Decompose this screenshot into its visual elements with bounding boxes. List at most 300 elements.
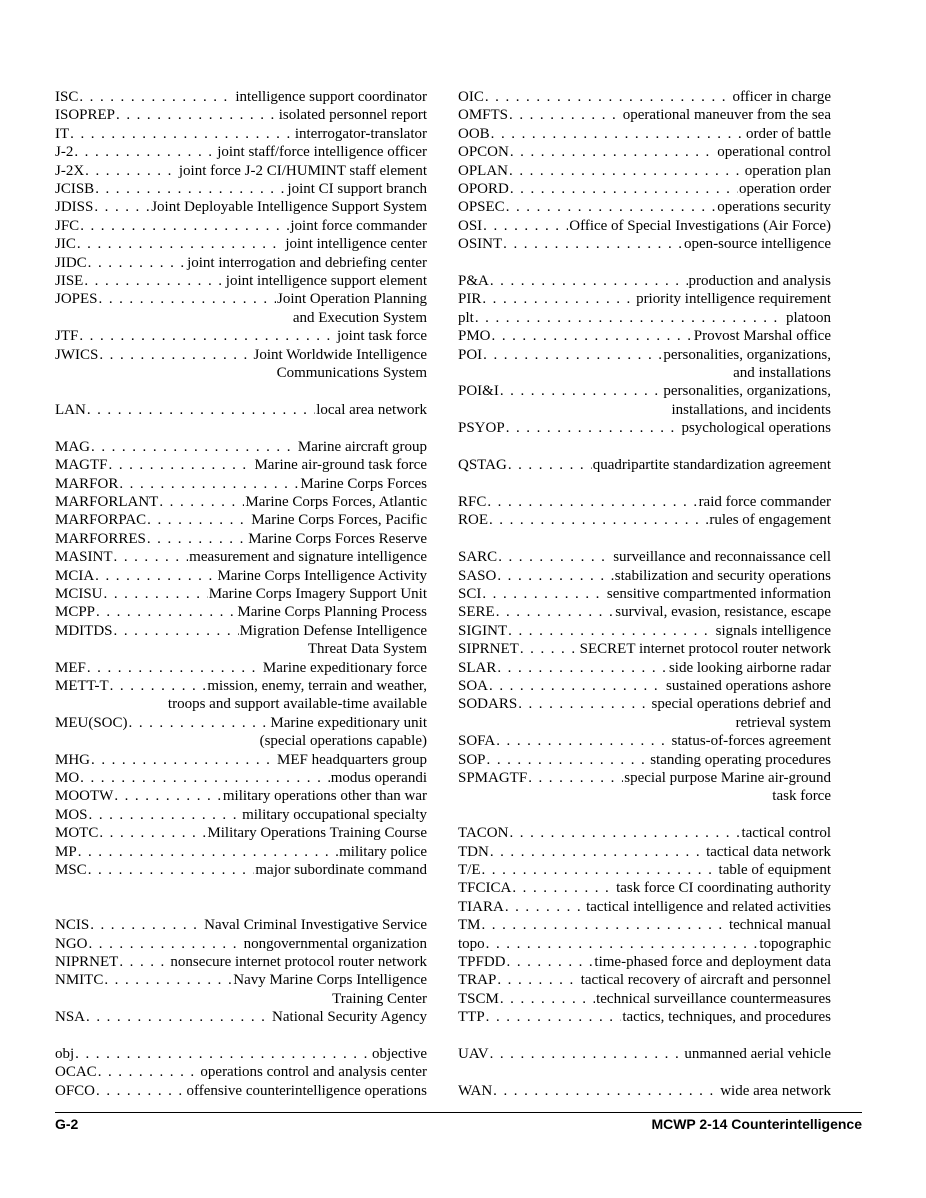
dot-leader bbox=[500, 990, 595, 1008]
dot-leader bbox=[114, 787, 222, 805]
entry-spacer bbox=[458, 475, 831, 493]
glossary-definition: measurement and signature intelligence bbox=[189, 549, 427, 566]
dot-leader bbox=[147, 511, 250, 529]
glossary-definition: joint CI support branch bbox=[287, 181, 427, 198]
glossary-definition: operational maneuver from the sea bbox=[622, 107, 831, 124]
glossary-entry bbox=[458, 677, 831, 695]
glossary-term: JTF bbox=[55, 328, 79, 345]
glossary-definition: Marine Corps Forces, Pacific bbox=[251, 512, 427, 529]
glossary-term: PMO bbox=[458, 328, 491, 345]
glossary-column-left bbox=[55, 88, 427, 1100]
dot-leader bbox=[482, 916, 728, 934]
dot-leader bbox=[84, 272, 224, 290]
glossary-definition-continued: Training Center bbox=[332, 990, 427, 1007]
glossary-definition: survival, evasion, resistance, escape bbox=[615, 604, 831, 621]
glossary-definition: tactical intelligence and related activities bbox=[586, 898, 831, 915]
glossary-entry bbox=[55, 254, 427, 272]
dot-leader bbox=[475, 309, 785, 327]
glossary-term: MARFORLANT bbox=[55, 493, 159, 510]
glossary-definition: priority intelligence requirement bbox=[636, 291, 831, 308]
dot-leader bbox=[87, 401, 315, 419]
glossary-entry bbox=[55, 603, 427, 621]
glossary-entry bbox=[55, 162, 427, 180]
footer-rule bbox=[55, 1112, 862, 1113]
glossary-entry bbox=[458, 585, 831, 603]
glossary-definition: table of equipment bbox=[718, 861, 831, 878]
glossary-entry bbox=[55, 659, 427, 677]
dot-leader bbox=[77, 235, 285, 253]
glossary-term: MEU(SOC) bbox=[55, 714, 128, 731]
dot-leader bbox=[104, 585, 208, 603]
glossary-entry bbox=[55, 953, 427, 971]
dot-leader bbox=[489, 677, 665, 695]
dot-leader bbox=[510, 180, 738, 198]
glossary-entry bbox=[458, 180, 831, 198]
glossary-entry bbox=[458, 290, 831, 308]
dot-leader bbox=[99, 290, 276, 308]
glossary-term: ISC bbox=[55, 89, 79, 105]
glossary-entry bbox=[55, 346, 427, 383]
dot-leader bbox=[503, 235, 683, 253]
glossary-term: TDN bbox=[458, 843, 489, 860]
glossary-term: MARFOR bbox=[55, 475, 119, 492]
glossary-definition: wide area network bbox=[720, 1082, 831, 1099]
entry-spacer bbox=[458, 254, 831, 272]
glossary-entry bbox=[55, 677, 427, 714]
glossary-term: JOPES bbox=[55, 291, 98, 308]
glossary-term: ROE bbox=[458, 512, 488, 529]
glossary-term: OFCO bbox=[55, 1082, 96, 1099]
glossary-term: NMITC bbox=[55, 972, 104, 989]
glossary-entry bbox=[55, 272, 427, 290]
glossary-definition: officer in charge bbox=[732, 89, 831, 105]
glossary-entry bbox=[458, 603, 831, 621]
glossary-definition: Joint Operation Planning bbox=[277, 291, 427, 308]
glossary-definition: personalities, organizations, bbox=[663, 383, 831, 400]
entry-spacer bbox=[55, 879, 427, 897]
dot-leader bbox=[94, 198, 150, 216]
glossary-definition: Marine Corps Planning Process bbox=[237, 604, 427, 621]
glossary-definition: local area network bbox=[316, 401, 427, 418]
glossary-entry bbox=[55, 475, 427, 493]
dot-leader bbox=[510, 143, 716, 161]
glossary-term: JDISS bbox=[55, 199, 94, 216]
glossary-definition: tactical data network bbox=[706, 843, 831, 860]
glossary-term: TPFDD bbox=[458, 954, 506, 971]
glossary-definition: Marine Corps Forces bbox=[300, 475, 427, 492]
glossary-entry bbox=[458, 953, 831, 971]
glossary-definition: personalities, organizations, bbox=[663, 346, 831, 363]
glossary-term: ISOPREP bbox=[55, 107, 116, 124]
dot-leader bbox=[482, 861, 718, 879]
glossary-definition: signals intelligence bbox=[715, 622, 831, 639]
dot-leader bbox=[80, 217, 289, 235]
glossary-entry bbox=[458, 346, 831, 383]
glossary-definition: rules of engagement bbox=[709, 512, 831, 529]
dot-leader bbox=[497, 567, 613, 585]
glossary-definition: technical surveillance countermeasures bbox=[596, 990, 831, 1007]
dot-leader bbox=[509, 824, 740, 842]
dot-leader bbox=[99, 824, 206, 842]
glossary-entry bbox=[458, 990, 831, 1008]
glossary-column-right bbox=[458, 88, 831, 1100]
glossary-definition: status-of-forces agreement bbox=[671, 733, 831, 750]
dot-leader bbox=[489, 511, 708, 529]
glossary-definition: tactical control bbox=[741, 825, 831, 842]
glossary-definition: task force CI coordinating authority bbox=[616, 880, 831, 897]
dot-leader bbox=[96, 603, 236, 621]
glossary-definition: Marine Corps Intelligence Activity bbox=[217, 567, 427, 584]
glossary-definition: tactical recovery of aircraft and personnel bbox=[580, 972, 831, 989]
glossary-entry bbox=[458, 751, 831, 769]
glossary-term: SIGINT bbox=[458, 622, 508, 639]
glossary-entry bbox=[458, 419, 831, 437]
glossary-term: MAGTF bbox=[55, 457, 108, 474]
dot-leader bbox=[119, 953, 169, 971]
glossary-entry bbox=[458, 916, 831, 934]
glossary-definition: Marine air-ground task force bbox=[254, 457, 427, 474]
glossary-definition: joint intelligence support element bbox=[225, 273, 427, 290]
dot-leader bbox=[89, 935, 243, 953]
glossary-term: OPORD bbox=[458, 181, 509, 198]
dot-leader bbox=[75, 1045, 371, 1063]
glossary-term: OSINT bbox=[458, 236, 503, 253]
glossary-term: NSA bbox=[55, 1009, 86, 1026]
glossary-term: MARFORRES bbox=[55, 530, 146, 547]
glossary-term: MDITDS bbox=[55, 622, 113, 639]
dot-leader bbox=[492, 327, 693, 345]
dot-leader bbox=[505, 898, 585, 916]
glossary-entry bbox=[55, 714, 427, 751]
dot-leader bbox=[79, 327, 336, 345]
glossary-term: SARC bbox=[458, 549, 498, 566]
glossary-term: MP bbox=[55, 843, 77, 860]
glossary-entry bbox=[55, 548, 427, 566]
glossary-entry bbox=[55, 198, 427, 216]
glossary-term: obj bbox=[55, 1046, 75, 1063]
dot-leader bbox=[491, 125, 745, 143]
glossary-term: MCIA bbox=[55, 567, 95, 584]
glossary-definition: technical manual bbox=[728, 917, 831, 934]
glossary-term: JCISB bbox=[55, 181, 95, 198]
glossary-term: MOOTW bbox=[55, 788, 114, 805]
glossary-definition-continued: task force bbox=[772, 788, 831, 805]
entry-spacer bbox=[55, 1027, 427, 1045]
glossary-entry bbox=[458, 971, 831, 989]
glossary-definition: Naval Criminal Investigative Service bbox=[204, 917, 427, 934]
glossary-term: JFC bbox=[55, 217, 80, 234]
glossary-definition: Marine expeditionary force bbox=[262, 659, 427, 676]
glossary-term: MO bbox=[55, 770, 80, 786]
glossary-term: MCISU bbox=[55, 585, 103, 602]
glossary-term: MCPP bbox=[55, 604, 96, 621]
glossary-entry bbox=[458, 640, 831, 658]
dot-leader bbox=[500, 382, 663, 400]
glossary-definition: quadripartite standardization agreement bbox=[592, 457, 831, 474]
glossary-entry bbox=[458, 824, 831, 842]
dot-leader bbox=[95, 180, 286, 198]
glossary-definition: Provost Marshal office bbox=[693, 328, 831, 345]
glossary-definition: Marine Corps Imagery Support Unit bbox=[208, 585, 427, 602]
glossary-definition: modus operandi bbox=[330, 770, 427, 786]
glossary-definition: joint interrogation and debriefing center bbox=[187, 254, 427, 271]
glossary-term: OPCON bbox=[458, 144, 509, 161]
glossary-definition: isolated personnel report bbox=[278, 107, 427, 124]
glossary-term: T/E bbox=[458, 861, 481, 878]
glossary-definition: time-phased force and deployment data bbox=[594, 954, 831, 971]
glossary-term: MARFORPAC bbox=[55, 512, 147, 529]
glossary-entry bbox=[458, 309, 831, 327]
glossary-term: SPMAGTF bbox=[458, 769, 528, 786]
dot-leader bbox=[159, 493, 244, 511]
dot-leader bbox=[506, 419, 681, 437]
glossary-entry bbox=[458, 143, 831, 161]
glossary-entry bbox=[55, 88, 427, 106]
glossary-entry bbox=[55, 935, 427, 953]
glossary-entry bbox=[55, 1008, 427, 1026]
glossary-entry bbox=[55, 438, 427, 456]
glossary-entry bbox=[55, 290, 427, 327]
glossary-entry bbox=[55, 456, 427, 474]
glossary-definition: Joint Deployable Intelligence Support System bbox=[151, 199, 427, 216]
glossary-definition-continued: and installations bbox=[733, 365, 831, 382]
glossary-term: NIPRNET bbox=[55, 954, 119, 971]
glossary-definition: joint force commander bbox=[290, 217, 427, 234]
glossary-entry bbox=[55, 106, 427, 124]
entry-spacer bbox=[458, 530, 831, 548]
dot-leader bbox=[110, 677, 207, 695]
glossary-definition: military operations other than war bbox=[222, 788, 427, 805]
glossary-term: OMFTS bbox=[458, 107, 509, 124]
glossary-entry bbox=[458, 548, 831, 566]
glossary-definition-continued: retrieval system bbox=[735, 714, 831, 731]
glossary-term: J-2X bbox=[55, 162, 85, 179]
glossary-entry bbox=[458, 622, 831, 640]
glossary-entry bbox=[458, 695, 831, 732]
dot-leader bbox=[509, 106, 622, 124]
glossary-entry bbox=[458, 493, 831, 511]
glossary-term: TACON bbox=[458, 825, 509, 842]
glossary-term: WAN bbox=[458, 1082, 493, 1099]
dot-leader bbox=[490, 272, 688, 290]
glossary-definition: special operations debrief and bbox=[651, 696, 831, 713]
glossary-definition: sustained operations ashore bbox=[666, 677, 831, 694]
glossary-entry bbox=[55, 511, 427, 529]
glossary-term: IT bbox=[55, 125, 70, 142]
glossary-entry bbox=[55, 125, 427, 143]
dot-leader bbox=[496, 732, 670, 750]
glossary-entry bbox=[458, 272, 831, 290]
dot-leader bbox=[91, 438, 297, 456]
glossary-definition-continued: installations, and incidents bbox=[671, 401, 831, 418]
glossary-term: TFCICA bbox=[458, 880, 512, 897]
glossary-entry bbox=[55, 916, 427, 934]
glossary-term: SOA bbox=[458, 677, 489, 694]
glossary-definition: topographic bbox=[759, 935, 831, 952]
glossary-definition: major subordinate command bbox=[255, 862, 427, 879]
glossary-term: PIR bbox=[458, 291, 482, 308]
dot-leader bbox=[493, 1082, 719, 1100]
glossary-entry bbox=[458, 327, 831, 345]
glossary-term: SASO bbox=[458, 567, 497, 584]
glossary-term: MOS bbox=[55, 806, 88, 823]
glossary-entry bbox=[55, 824, 427, 842]
dot-leader bbox=[96, 1082, 186, 1100]
glossary-definition-continued: troops and support available-time available bbox=[167, 696, 427, 713]
glossary-entry bbox=[55, 235, 427, 253]
glossary-entry bbox=[458, 567, 831, 585]
glossary-definition: nongovernmental organization bbox=[243, 935, 427, 952]
dot-leader bbox=[508, 622, 714, 640]
glossary-term: JIDC bbox=[55, 254, 87, 271]
glossary-definition-continued: Threat Data System bbox=[307, 641, 427, 658]
glossary-definition: mission, enemy, terrain and weather, bbox=[207, 677, 427, 694]
glossary-definition: operation order bbox=[738, 181, 831, 198]
glossary-definition: Marine aircraft group bbox=[297, 438, 427, 455]
glossary-term: PSYOP bbox=[458, 420, 505, 437]
publication-title: MCWP 2-14 Counterintelligence bbox=[651, 1116, 862, 1132]
entry-spacer bbox=[458, 806, 831, 824]
glossary-definition: Marine Corps Forces, Atlantic bbox=[245, 493, 427, 510]
glossary-definition: joint intelligence center bbox=[285, 236, 427, 253]
glossary-term: MAG bbox=[55, 438, 91, 455]
glossary-entry bbox=[458, 217, 831, 235]
glossary-definition: Joint Worldwide Intelligence bbox=[253, 346, 427, 363]
glossary-entry bbox=[458, 732, 831, 750]
glossary-entry bbox=[55, 585, 427, 603]
glossary-term: OOB bbox=[458, 125, 490, 142]
glossary-definition: stabilization and security operations bbox=[614, 567, 831, 584]
glossary-term: POI bbox=[458, 346, 483, 363]
glossary-definition: operation plan bbox=[744, 162, 831, 179]
glossary-entry bbox=[55, 180, 427, 198]
dot-leader bbox=[89, 806, 242, 824]
dot-leader bbox=[512, 879, 615, 897]
glossary-definition: operations security bbox=[717, 199, 831, 216]
glossary-term: JWICS bbox=[55, 346, 99, 363]
glossary-definition: SECRET internet protocol router network bbox=[579, 641, 831, 658]
dot-leader bbox=[486, 935, 759, 953]
glossary-entry bbox=[458, 162, 831, 180]
dot-leader bbox=[482, 585, 606, 603]
glossary-definition: open-source intelligence bbox=[683, 236, 831, 253]
glossary-entry bbox=[55, 143, 427, 161]
glossary-entry bbox=[55, 1082, 427, 1100]
glossary-entry bbox=[55, 861, 427, 879]
glossary-entry bbox=[458, 1045, 831, 1063]
glossary-entry bbox=[55, 217, 427, 235]
glossary-term: OPSEC bbox=[458, 199, 505, 216]
dot-leader bbox=[88, 254, 186, 272]
glossary-definition: surveillance and reconnaissance cell bbox=[613, 549, 831, 566]
glossary-entry bbox=[458, 235, 831, 253]
glossary-term: OSI bbox=[458, 217, 483, 234]
dot-leader bbox=[74, 143, 216, 161]
glossary-entry bbox=[458, 125, 831, 143]
glossary-definition: Office of Special Investigations (Air Force) bbox=[569, 217, 831, 234]
entry-spacer bbox=[55, 383, 427, 401]
glossary-definition: psychological operations bbox=[681, 420, 831, 437]
glossary-term: SIPRNET bbox=[458, 641, 519, 658]
glossary-term: MSC bbox=[55, 862, 87, 879]
dot-leader bbox=[99, 346, 252, 364]
glossary-entry bbox=[458, 935, 831, 953]
glossary-entry bbox=[458, 106, 831, 124]
glossary-entry bbox=[458, 1082, 831, 1100]
glossary-definition: interrogator-translator bbox=[294, 125, 427, 142]
dot-leader bbox=[486, 1008, 622, 1026]
glossary-term: topo bbox=[458, 935, 485, 952]
glossary-term: MASINT bbox=[55, 549, 113, 566]
dot-leader bbox=[497, 659, 668, 677]
glossary-definition-continued: and Execution System bbox=[292, 309, 427, 326]
glossary-term: SODARS bbox=[458, 696, 518, 713]
dot-leader bbox=[109, 456, 254, 474]
dot-leader bbox=[87, 659, 262, 677]
dot-leader bbox=[518, 695, 650, 713]
glossary-entry bbox=[55, 622, 427, 659]
dot-leader bbox=[98, 1063, 200, 1081]
glossary-term: TM bbox=[458, 917, 481, 934]
glossary-term: OCAC bbox=[55, 1064, 97, 1081]
glossary-definition: joint staff/force intelligence officer bbox=[217, 144, 427, 161]
glossary-definition: Migration Defense Intelligence bbox=[239, 622, 427, 639]
glossary-entry bbox=[458, 1008, 831, 1026]
glossary-entry bbox=[55, 327, 427, 345]
glossary-term: LAN bbox=[55, 401, 86, 418]
glossary-entry bbox=[55, 567, 427, 585]
dot-leader bbox=[496, 603, 615, 621]
glossary-definition: operations control and analysis center bbox=[200, 1064, 427, 1081]
glossary-term: MOTC bbox=[55, 825, 99, 842]
glossary-definition: operational control bbox=[717, 144, 831, 161]
glossary-definition: standing operating procedures bbox=[650, 751, 831, 768]
dot-leader bbox=[483, 217, 568, 235]
glossary-term: UAV bbox=[458, 1046, 489, 1063]
dot-leader bbox=[482, 290, 635, 308]
dot-leader bbox=[483, 346, 662, 364]
dot-leader bbox=[85, 162, 178, 180]
glossary-term: NGO bbox=[55, 935, 88, 952]
glossary-entry bbox=[458, 861, 831, 879]
glossary-definition: platoon bbox=[786, 309, 831, 326]
dot-leader bbox=[91, 751, 276, 769]
dot-leader bbox=[95, 567, 216, 585]
glossary-entry bbox=[55, 401, 427, 419]
dot-leader bbox=[487, 751, 650, 769]
glossary-definition: military police bbox=[339, 843, 427, 860]
glossary-definition: joint task force bbox=[337, 328, 427, 345]
glossary-term: TSCM bbox=[458, 990, 499, 1007]
glossary-definition: Navy Marine Corps Intelligence bbox=[233, 972, 427, 989]
glossary-term: SOP bbox=[458, 751, 486, 768]
glossary-term: POI&I bbox=[458, 383, 499, 400]
glossary-definition: special purpose Marine air-ground bbox=[624, 769, 831, 786]
glossary-entry bbox=[55, 1063, 427, 1081]
dot-leader bbox=[520, 640, 579, 658]
dot-leader bbox=[78, 843, 338, 861]
dot-leader bbox=[509, 162, 744, 180]
glossary-definition: nonsecure internet protocol router network bbox=[170, 954, 427, 971]
entry-spacer bbox=[458, 1027, 831, 1045]
glossary-definition: Marine Corps Forces Reserve bbox=[248, 530, 427, 547]
dot-leader bbox=[104, 971, 232, 989]
glossary-term: METT-T bbox=[55, 677, 109, 694]
glossary-term: TTP bbox=[458, 1009, 485, 1026]
glossary-entry bbox=[55, 493, 427, 511]
dot-leader bbox=[119, 475, 299, 493]
glossary-definition: objective bbox=[372, 1046, 427, 1063]
